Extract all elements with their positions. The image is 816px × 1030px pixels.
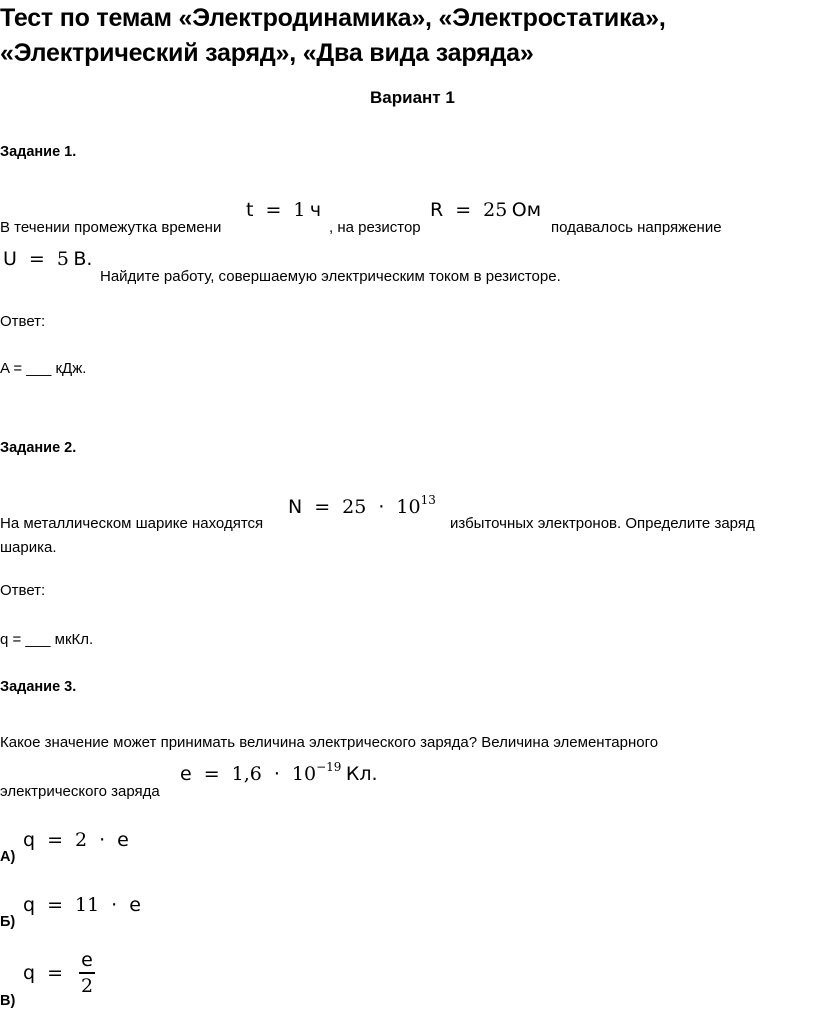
option-a-var: q xyxy=(23,829,36,851)
option-a-num: 2 xyxy=(74,829,88,851)
task-3-text-b: электрического заряда xyxy=(0,783,160,800)
option-b-formula xyxy=(23,894,141,916)
task-2-answer: q = ___ мкКл. xyxy=(0,631,94,648)
formula-time-unit: ч xyxy=(309,199,322,221)
task-2-heading: Задание 2. xyxy=(0,440,77,456)
option-c-formula xyxy=(23,950,95,996)
formula-time-num: 1 xyxy=(293,199,306,221)
task-3-heading: Задание 3. xyxy=(0,679,77,695)
option-a-dot: · xyxy=(99,829,106,851)
formula-elementary-charge-base: 10 xyxy=(291,763,317,785)
option-c-fraction-bar xyxy=(79,972,95,974)
option-b-dot: · xyxy=(111,894,118,916)
option-a-eq: = xyxy=(47,829,63,851)
formula-electron-count-base: 10 xyxy=(396,496,421,518)
task-1-text-a: В течении промежутка времени xyxy=(0,219,222,236)
task-1-text-b: , на резистор xyxy=(329,219,421,236)
option-a-tail: e xyxy=(117,829,129,851)
option-c-fraction-denominator: 2 xyxy=(80,974,94,997)
formula-electron-count-var: N xyxy=(288,496,303,518)
page-title-line-1: Тест по темам «Электродинамика», «Электростатика», xyxy=(0,4,666,32)
formula-voltage-unit: В. xyxy=(73,248,93,270)
option-b-label: Б) xyxy=(0,914,16,930)
formula-elementary-charge-unit: Кл. xyxy=(345,763,378,785)
task-1-text-c: подавалось напряжение xyxy=(551,219,722,236)
formula-resistance xyxy=(430,199,541,221)
variant-heading: Вариант 1 xyxy=(370,88,455,107)
task-2-text-c: шарика. xyxy=(0,539,57,556)
formula-time-eq: = xyxy=(265,199,282,221)
formula-resistance-unit: Ом xyxy=(511,199,542,221)
page-title-line-2: «Электрический заряд», «Два вида заряда» xyxy=(0,39,534,67)
formula-voltage-eq: = xyxy=(28,248,45,270)
option-a-formula xyxy=(23,829,129,851)
formula-resistance-var: R xyxy=(430,199,444,221)
option-c-fraction-numerator: e xyxy=(81,949,93,971)
formula-elementary-charge-num: 1,6 xyxy=(231,763,262,785)
option-b-num: 11 xyxy=(74,894,100,916)
formula-time-var: t xyxy=(246,199,254,221)
formula-elementary-charge-eq: = xyxy=(203,763,220,785)
task-1-answer: A = ___ кДж. xyxy=(0,360,87,377)
task-1-question: Найдите работу, совершаемую электрическим током в резисторе. xyxy=(100,268,561,285)
formula-resistance-eq: = xyxy=(455,199,472,221)
option-b-eq: = xyxy=(47,894,63,916)
option-c-label: В) xyxy=(0,993,16,1009)
formula-elementary-charge-var: e xyxy=(180,763,192,785)
formula-electron-count-dot: · xyxy=(378,496,385,518)
formula-voltage xyxy=(3,248,92,270)
formula-electron-count-exp: 13 xyxy=(420,493,436,507)
task-2-text-a: На металлическом шарике находятся xyxy=(0,515,264,532)
formula-electron-count-eq: = xyxy=(314,496,331,518)
option-c-eq: = xyxy=(47,961,63,984)
formula-electron-count-num: 25 xyxy=(342,496,367,518)
option-b-tail: e xyxy=(129,894,141,916)
formula-electron-count xyxy=(288,493,436,518)
task-3-text-a: Какое значение может принимать величина электрического заряда? Величина элементарного xyxy=(0,734,659,751)
option-c-var: q xyxy=(23,961,36,984)
option-c-fraction xyxy=(79,950,95,996)
option-b-var: q xyxy=(23,894,36,916)
option-a-label: А) xyxy=(0,849,16,865)
formula-resistance-num: 25 xyxy=(483,199,508,221)
task-2-text-b: избыточных электронов. Определите заряд xyxy=(450,515,755,532)
formula-voltage-var: U xyxy=(3,248,17,270)
formula-elementary-charge-exp: −19 xyxy=(316,760,342,774)
task-1-heading: Задание 1. xyxy=(0,144,77,160)
formula-elementary-charge-dot: · xyxy=(273,763,280,785)
task-2-answer-label: Ответ: xyxy=(0,582,46,599)
formula-time xyxy=(246,199,321,221)
task-1-answer-label: Ответ: xyxy=(0,313,46,330)
formula-voltage-num: 5 xyxy=(56,248,69,270)
formula-elementary-charge xyxy=(180,760,378,785)
